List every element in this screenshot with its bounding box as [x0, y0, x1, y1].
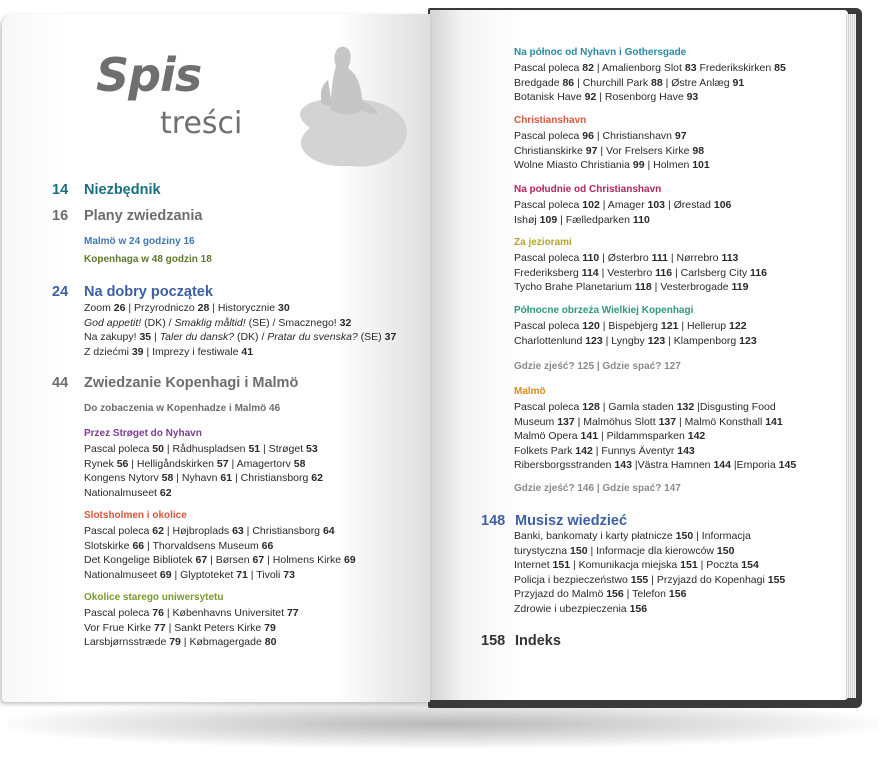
- toc-lines-stroget: [84, 442, 323, 500]
- page-number: 151: [552, 559, 571, 571]
- page-number: 76: [152, 607, 164, 619]
- entry-text: Frederiksberg: [514, 266, 582, 279]
- page-number: 79: [169, 636, 181, 648]
- entry-text: Pascal poleca: [84, 443, 153, 455]
- page-number: 69: [343, 554, 356, 566]
- entry-text: | Funnys Äventyr: [592, 444, 678, 457]
- entry-text: Museum: [514, 415, 558, 428]
- page-number: 37: [384, 331, 397, 343]
- entry-text: | Strøget: [260, 443, 307, 455]
- page-number: 156: [629, 602, 648, 615]
- entry-text: Zdrowie i ubezpieczenia: [514, 602, 630, 615]
- page-number: 141: [765, 415, 783, 428]
- mermaid-statue-illustration: [270, 18, 420, 178]
- toc-line[interactable]: [84, 524, 356, 539]
- entry-text: Vor Frue Kirke: [84, 621, 155, 634]
- toc-lines-slotsholmen: [84, 524, 356, 582]
- page-number: 120: [582, 320, 600, 332]
- page-number: 143: [677, 444, 695, 457]
- entry-text: | Christianshavn: [593, 130, 675, 142]
- page-number: 106: [713, 199, 732, 211]
- page-number: 122: [729, 320, 747, 332]
- toc-chapter-south-christianshavn[interactable]: Na południe od Christianshavn: [514, 184, 662, 195]
- page-number: 123: [739, 334, 757, 347]
- entry-text: Przyjazd do Malmö: [514, 588, 607, 600]
- toc-lines-university: [84, 606, 299, 650]
- page-number: 141: [580, 430, 599, 442]
- page-number: 91: [732, 76, 745, 89]
- entry-text: Pascal poleca: [514, 252, 583, 264]
- page-number: 151: [680, 559, 698, 571]
- page-number: 69: [159, 568, 172, 581]
- page-number: 62: [152, 525, 164, 537]
- entry-text: Z dziećmi: [84, 345, 132, 358]
- entry-text: | Telefon: [623, 588, 669, 600]
- toc-chapter-christianshavn[interactable]: Christianshavn: [514, 115, 587, 126]
- entry-text: | Malmö Konsthall: [676, 415, 766, 428]
- entry-text: Pascal poleca: [84, 607, 153, 619]
- toc-line[interactable]: [514, 558, 785, 573]
- page-number: 51: [248, 443, 261, 455]
- page-number: 132: [676, 401, 695, 413]
- page-number: 103: [647, 199, 666, 211]
- page-number: 144: [713, 459, 731, 471]
- toc-chapter-malmo[interactable]: Malmö: [514, 386, 546, 397]
- section-page-number: 16: [52, 208, 69, 224]
- toc-section-essentials[interactable]: [52, 182, 161, 198]
- toc-section-sightseeing[interactable]: [52, 375, 298, 391]
- toc-line[interactable]: [84, 330, 396, 345]
- toc-lines-good-start: [84, 301, 396, 359]
- entry-text: Christianskirke: [514, 144, 586, 157]
- toc-title-word2: treści: [160, 106, 243, 141]
- entry-text: | Christiansborg: [232, 472, 312, 484]
- entry-text: Frederikskirken: [696, 62, 775, 74]
- entry-text: | Glyptoteket: [171, 568, 237, 581]
- toc-line[interactable]: [84, 345, 396, 360]
- toc-line[interactable]: [514, 602, 785, 617]
- page-number: 128: [582, 401, 600, 413]
- toc-line[interactable]: [514, 334, 757, 349]
- page-number: 121: [660, 320, 679, 332]
- entry-text: |Disgusting Food: [694, 401, 776, 413]
- entry-text: | Hellerup: [678, 320, 730, 332]
- entry-text: Wolne Miasto Christiania: [514, 159, 633, 171]
- entry-text: | Børsen: [207, 554, 253, 566]
- entry-text: | Sankt Peters Kirke: [165, 621, 265, 634]
- entry-text: Pratar du svenska?: [267, 331, 358, 343]
- toc-entry-copenhagen-48h[interactable]: Kopenhaga w 48 godzin 18: [84, 254, 212, 265]
- toc-line[interactable]: [514, 587, 785, 602]
- page-number: 123: [585, 334, 603, 347]
- toc-line[interactable]: [84, 471, 323, 486]
- toc-chapter-north-outskirts[interactable]: Północne obrzeża Wielkiej Kopenhagi: [514, 305, 694, 316]
- page-number: 62: [311, 472, 323, 484]
- page-number: 85: [774, 62, 786, 74]
- entry-text: Policja i bezpieczeństwo: [514, 573, 631, 586]
- page-number: 110: [632, 213, 650, 226]
- toc-section-must-know[interactable]: [481, 513, 627, 529]
- toc-line[interactable]: [514, 61, 786, 76]
- entry-text: | Nørrebro: [667, 252, 722, 264]
- toc-lines-south-christianshavn: [514, 198, 731, 227]
- toc-line[interactable]: [514, 400, 796, 415]
- entry-text: Pascal poleca: [514, 130, 583, 142]
- entry-text: | Poczta: [697, 559, 742, 571]
- toc-entry-must-see[interactable]: Do zobaczenia w Kopenhadze i Malmö 46: [84, 403, 281, 414]
- entry-text: | Lyngby: [602, 334, 648, 347]
- page-number: 113: [721, 252, 739, 264]
- toc-lines-must-know: [514, 529, 785, 616]
- toc-line[interactable]: [514, 415, 796, 430]
- entry-text: Ribersborgsstranden: [514, 459, 615, 471]
- entry-text: | Rådhuspladsen: [163, 443, 249, 455]
- entry-text: Larsbjørnsstræde: [84, 636, 170, 648]
- page-number: 142: [687, 430, 706, 442]
- entry-text: Pascal poleca: [514, 62, 583, 74]
- page-number: 66: [261, 539, 274, 552]
- toc-line[interactable]: [514, 429, 796, 444]
- page-number: 82: [582, 62, 594, 74]
- page-number: 97: [585, 144, 598, 157]
- entry-text: | Rosenborg Have: [596, 91, 687, 103]
- page-number: 28: [197, 302, 210, 314]
- toc-line[interactable]: [84, 301, 396, 316]
- entry-text: |: [151, 331, 160, 343]
- toc-line[interactable]: [514, 529, 785, 544]
- toc-chapter-stroget[interactable]: Przez Strøget do Nyhavn: [84, 428, 202, 439]
- page-number: 79: [264, 621, 276, 634]
- section-title: Musisz wiedzieć: [515, 513, 628, 529]
- page-number: 77: [154, 621, 166, 634]
- toc-section-good-start[interactable]: [52, 284, 213, 300]
- section-title: Indeks: [515, 633, 561, 649]
- page-number: 64: [322, 525, 335, 537]
- page-number: 63: [232, 525, 244, 537]
- entry-text: | Fælledparken: [557, 213, 633, 226]
- entry-text: | Przyjazd do Kopenhagi: [648, 573, 768, 586]
- toc-chapter-slotsholmen[interactable]: Slotsholmen i okolice: [84, 510, 187, 521]
- page-number: 99: [632, 159, 645, 171]
- page-number: 156: [668, 588, 687, 600]
- page-number: 110: [582, 252, 600, 264]
- toc-line[interactable]: [514, 280, 767, 295]
- entry-text: | Ørestad: [665, 199, 714, 211]
- section-page-number: 14: [52, 182, 69, 198]
- entry-text: Banki, bankomaty i karty płatnicze: [514, 530, 676, 542]
- page-number: 50: [152, 443, 164, 455]
- toc-line[interactable]: [84, 316, 396, 331]
- toc-lines-north-outskirts: [514, 319, 757, 348]
- toc-line[interactable]: [84, 621, 299, 636]
- entry-text: | Amager: [599, 199, 648, 211]
- entry-text: Taler du dansk?: [159, 331, 235, 343]
- entry-text: | Klampenborg: [665, 334, 740, 347]
- entry-text: Rynek: [84, 457, 117, 470]
- entry-text: Det Kongelige Bibliotek: [84, 554, 196, 566]
- page-number: 143: [614, 459, 632, 471]
- page-number: 56: [116, 457, 129, 470]
- toc-entry-eat-sleep-copenhagen[interactable]: Gdzie zjeść? 125 | Gdzie spać? 127: [514, 361, 681, 372]
- page-number: 150: [716, 544, 735, 557]
- page-number: 86: [562, 76, 575, 89]
- entry-text: Ishøj: [514, 213, 540, 226]
- entry-text: Tycho Brahe Planetarium: [514, 281, 635, 293]
- entry-text: | Amagertorv: [228, 457, 294, 470]
- page-number: 53: [306, 443, 318, 455]
- page-number: 142: [575, 444, 593, 457]
- entry-text: turystyczna: [514, 544, 571, 557]
- page-number: 96: [582, 130, 594, 142]
- toc-line[interactable]: [84, 539, 356, 554]
- entry-text: Na zakupy!: [84, 331, 140, 343]
- section-page-number: 44: [52, 375, 69, 391]
- entry-text: | Gamla staden: [599, 401, 677, 413]
- page-number: 66: [132, 539, 145, 552]
- toc-entry-eat-sleep-malmo[interactable]: Gdzie zjeść? 146 | Gdzie spać? 147: [514, 483, 681, 494]
- toc-line[interactable]: [514, 76, 786, 91]
- page-number: 35: [139, 331, 152, 343]
- section-title: Niezbędnik: [84, 182, 161, 198]
- entry-text: | Københavns Universitet: [163, 607, 287, 619]
- toc-line[interactable]: [514, 213, 731, 228]
- toc-line[interactable]: [84, 568, 356, 583]
- page-number: 101: [692, 159, 710, 171]
- section-title: Zwiedzanie Kopenhagi i Malmö: [84, 375, 299, 391]
- entry-text: Charlottenlund: [514, 334, 586, 347]
- page-number: 155: [767, 573, 786, 586]
- entry-text: | Købmagergade: [180, 636, 265, 648]
- toc-chapter-university[interactable]: Okolice starego uniwersytetu: [84, 592, 224, 603]
- page-number: 26: [113, 302, 126, 314]
- entry-text: Pascal poleca: [514, 199, 583, 211]
- page-number: 62: [159, 486, 172, 499]
- toc-lines-christianshavn: [514, 129, 710, 173]
- page-edges: [846, 14, 856, 698]
- entry-text: | Vesterbro: [598, 266, 656, 279]
- page-number: 154: [741, 559, 759, 571]
- entry-text: Pascal poleca: [514, 320, 583, 332]
- entry-text: (DK) /: [234, 331, 268, 343]
- page-number: 145: [778, 459, 797, 471]
- entry-text: Kongens Nytorv: [84, 472, 162, 484]
- toc-line[interactable]: [514, 90, 786, 105]
- entry-text: |Emporia: [730, 459, 779, 471]
- entry-text: | Vesterbrogade: [651, 281, 732, 293]
- entry-text: | Komunikacja miejska: [570, 559, 681, 571]
- entry-text: (SE): [357, 331, 385, 343]
- entry-text: Nationalmuseet: [84, 568, 160, 581]
- page-number: 118: [634, 281, 652, 293]
- entry-text: |Västra Hamnen: [631, 459, 714, 471]
- toc-line[interactable]: [514, 573, 785, 588]
- entry-text: Zoom: [84, 302, 114, 314]
- entry-text: | Holmen: [644, 159, 693, 171]
- entry-text: | Nyhavn: [173, 472, 221, 484]
- entry-text: Pascal poleca: [514, 401, 583, 413]
- entry-text: | Informacje dla kierowców: [587, 544, 717, 557]
- page-number: 123: [647, 334, 666, 347]
- entry-text: God appetit!: [84, 316, 142, 329]
- page-number: 61: [220, 472, 233, 484]
- page-number: 41: [241, 345, 254, 358]
- entry-text: Nationalmuseet: [84, 486, 160, 499]
- entry-text: | Østerbro: [599, 252, 652, 264]
- page-number: 150: [675, 530, 694, 542]
- entry-text: Smaklig måltid!: [174, 316, 246, 329]
- entry-text: | Thorvaldsens Museum: [144, 539, 262, 552]
- toc-chapter-north-nyhavn[interactable]: Na północ od Nyhavn i Gothersgade: [514, 47, 687, 58]
- toc-line[interactable]: [514, 129, 710, 144]
- page-number: 71: [236, 568, 248, 581]
- entry-text: | Pildammsparken: [598, 430, 688, 442]
- entry-text: | Bispebjerg: [599, 320, 661, 332]
- entry-text: Internet: [514, 559, 553, 571]
- toc-line[interactable]: [514, 144, 710, 159]
- toc-line[interactable]: [84, 553, 356, 568]
- entry-text: | Vor Frelsers Kirke: [597, 144, 693, 157]
- page-number: 67: [252, 554, 265, 566]
- page-number: 88: [651, 76, 663, 89]
- page-number: 98: [692, 144, 705, 157]
- toc-line[interactable]: [84, 442, 323, 457]
- page-number: 92: [584, 91, 597, 103]
- page-number: 102: [582, 199, 600, 211]
- page-number: 57: [216, 457, 229, 470]
- entry-text: (DK) /: [141, 316, 175, 329]
- page-number: 111: [651, 252, 668, 264]
- entry-text: | Tivoli: [247, 568, 284, 581]
- page-number: 150: [570, 544, 588, 557]
- page-number: 67: [195, 554, 208, 566]
- toc-line[interactable]: [514, 544, 785, 559]
- toc-line[interactable]: [514, 319, 757, 334]
- entry-text: | Christiansborg: [243, 525, 323, 537]
- entry-text: | Højbroplads: [163, 525, 233, 537]
- entry-text: Folkets Park: [514, 444, 576, 457]
- toc-line[interactable]: [514, 158, 710, 173]
- toc-section-index[interactable]: [481, 633, 561, 649]
- page-number: 116: [750, 266, 767, 279]
- page-number: 116: [655, 266, 673, 279]
- toc-entry-malmo-24h[interactable]: Malmö w 24 godziny 16: [84, 236, 195, 247]
- entry-text: | Carlsberg City: [672, 266, 751, 279]
- toc-line[interactable]: [514, 458, 796, 473]
- page-number: 119: [731, 281, 749, 293]
- entry-text: | Helligåndskirken: [128, 457, 217, 470]
- entry-text: Bredgade: [514, 76, 563, 89]
- toc-lines-malmo: [514, 400, 796, 473]
- toc-line[interactable]: [514, 444, 796, 459]
- page-number: 58: [161, 472, 174, 484]
- toc-lines-lakes: [514, 251, 767, 295]
- entry-text: | Churchill Park: [574, 76, 651, 89]
- page-number: 137: [557, 415, 575, 428]
- entry-text: | Przyrodniczo: [125, 302, 198, 314]
- entry-text: | Imprezy i festiwale: [143, 345, 242, 358]
- toc-lines-north-nyhavn: [514, 61, 786, 105]
- entry-text: | Amalienborg Slot: [593, 62, 685, 74]
- page-number: 83: [684, 62, 697, 74]
- entry-text: | Malmöhus Slott: [574, 415, 659, 428]
- page-number: 73: [283, 568, 295, 581]
- entry-text: | Østre Anlæg: [662, 76, 733, 89]
- page-number: 80: [264, 636, 277, 648]
- entry-text: | Holmens Kirke: [264, 554, 344, 566]
- section-title: Plany zwiedzania: [84, 208, 203, 224]
- entry-text: (SE) / Smacznego!: [245, 316, 340, 329]
- toc-section-plans[interactable]: [52, 208, 202, 224]
- entry-text: Malmö Opera: [514, 430, 581, 442]
- entry-text: Pascal poleca: [84, 525, 153, 537]
- toc-line[interactable]: [84, 457, 323, 472]
- entry-text: | Informacja: [693, 530, 751, 542]
- page-number: 109: [539, 213, 558, 226]
- page-number: 114: [581, 266, 599, 279]
- entry-text: Slotskirke: [84, 539, 133, 552]
- page-number: 156: [606, 588, 624, 600]
- toc-line[interactable]: [84, 606, 299, 621]
- page-number: 39: [131, 345, 144, 358]
- toc-chapter-lakes[interactable]: Za jeziorami: [514, 237, 572, 248]
- section-page-number: 158: [481, 633, 506, 649]
- page-number: 137: [658, 415, 677, 428]
- toc-line[interactable]: [84, 635, 299, 650]
- section-title: Na dobry początek: [84, 284, 213, 300]
- entry-text: | Historycznie: [209, 302, 278, 314]
- page-number: 93: [686, 91, 699, 103]
- toc-line[interactable]: [84, 486, 323, 501]
- toc-line[interactable]: [514, 266, 767, 281]
- toc-title-word1: Spis: [96, 48, 202, 102]
- page-number: 32: [339, 316, 352, 329]
- entry-text: Botanisk Have: [514, 91, 585, 103]
- page-number: 155: [630, 573, 649, 586]
- section-page-number: 24: [52, 284, 69, 300]
- page-number: 30: [277, 302, 290, 314]
- section-page-number: 148: [481, 513, 506, 529]
- toc-line[interactable]: [514, 198, 731, 213]
- page-number: 77: [286, 607, 299, 619]
- page-number: 58: [293, 457, 306, 470]
- toc-line[interactable]: [514, 251, 767, 266]
- page-number: 97: [674, 130, 687, 142]
